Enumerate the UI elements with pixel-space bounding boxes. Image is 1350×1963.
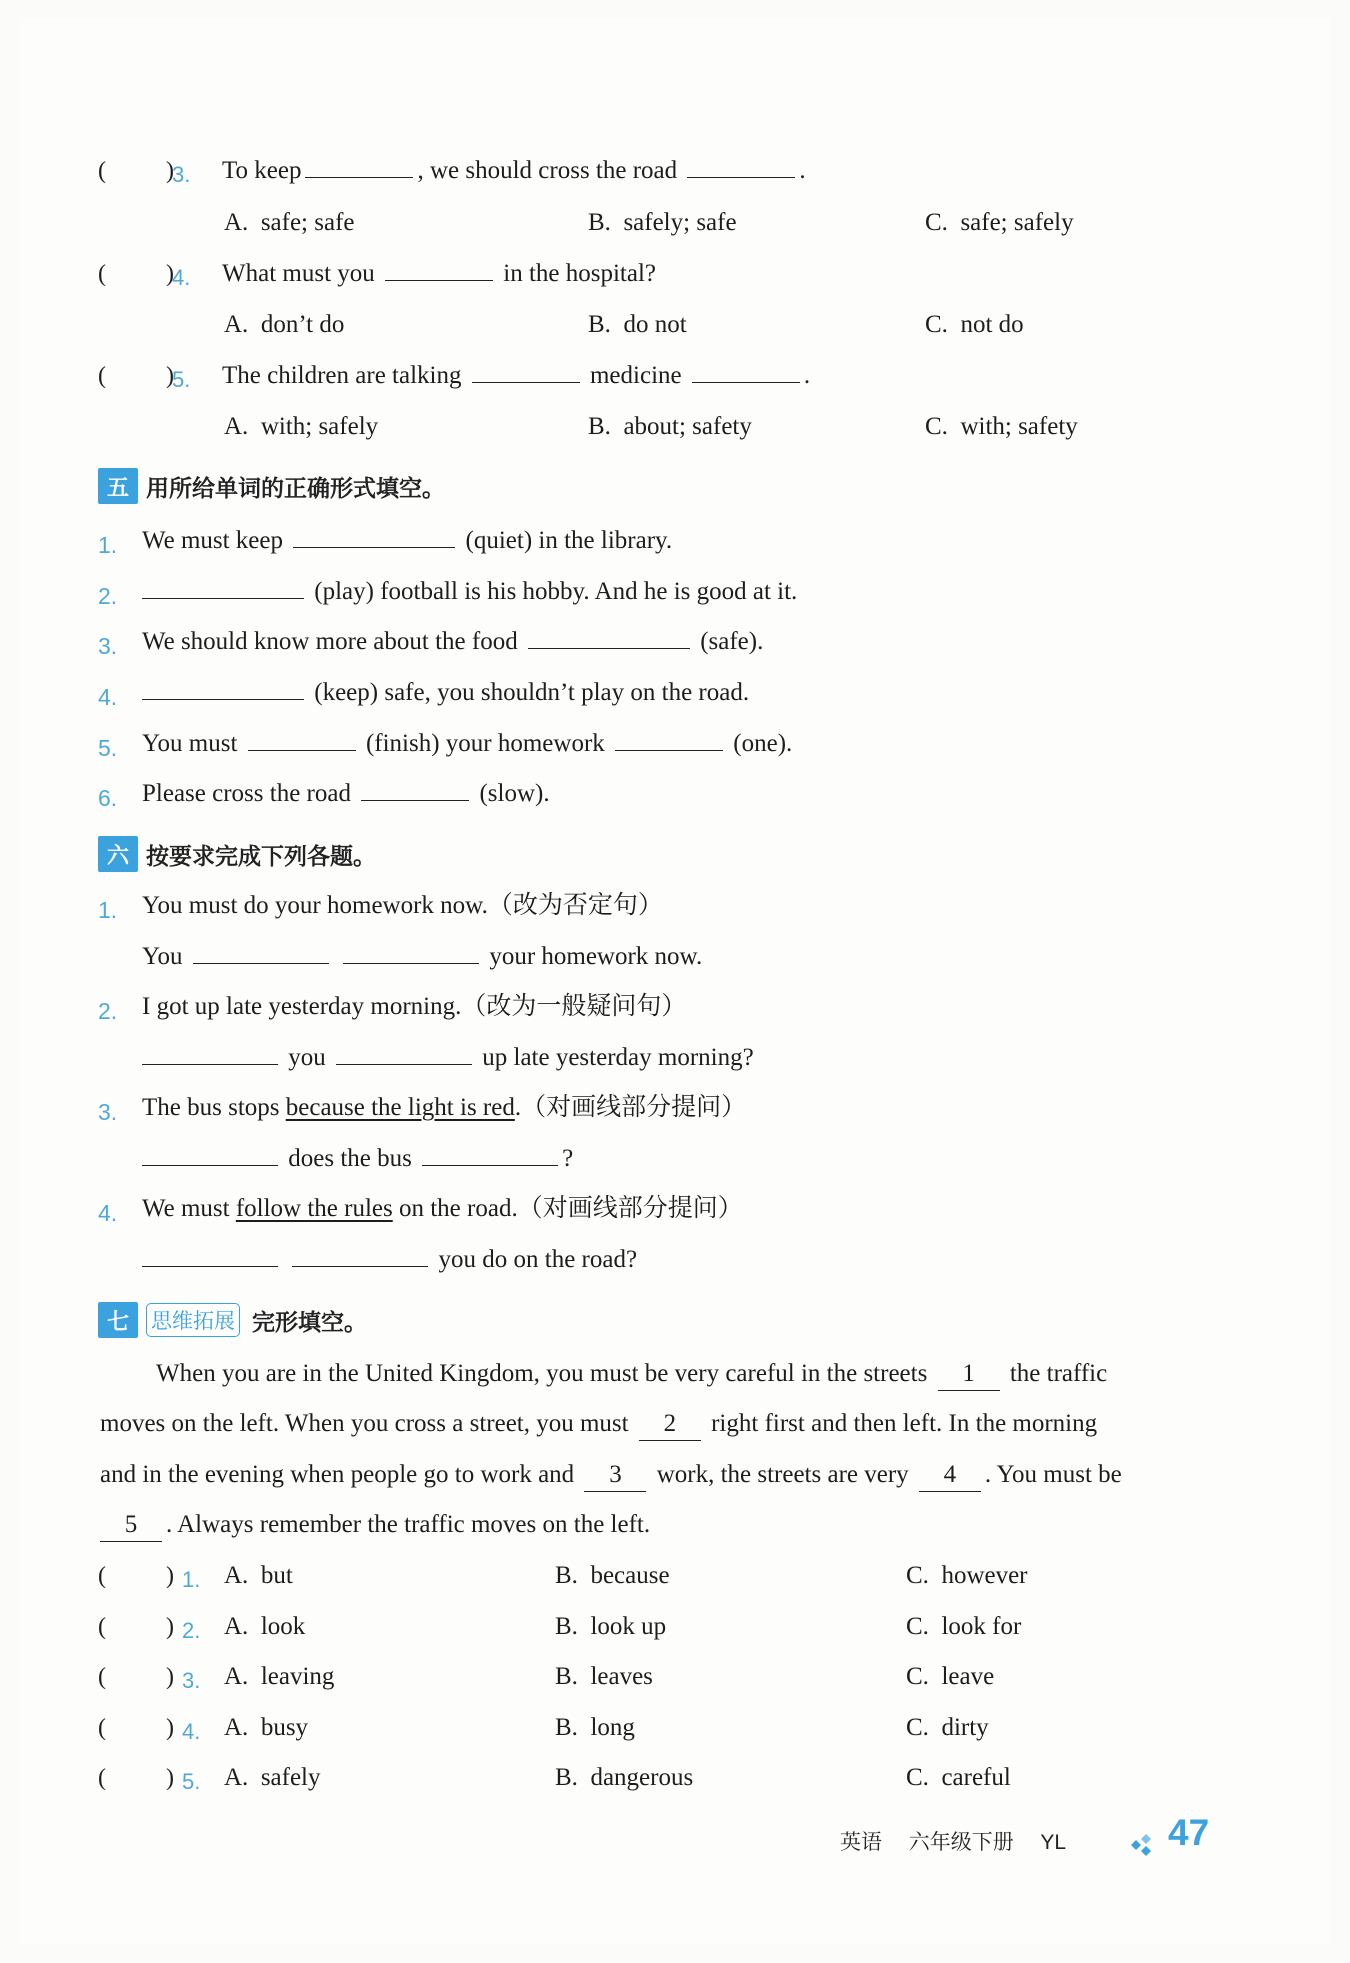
footer-grade: 六年级下册: [908, 1830, 1014, 1854]
question-number: 5.: [172, 367, 191, 392]
option-a: A. don’t do: [224, 311, 345, 338]
section-title: 按要求完成下列各题。: [146, 843, 376, 870]
cloze-blank[interactable]: 4: [919, 1459, 981, 1492]
answer-blank[interactable]: [361, 778, 469, 801]
section-badge: 六: [98, 836, 138, 872]
stem-text: .: [799, 157, 806, 184]
answer-blank[interactable]: [305, 155, 413, 178]
answer-blank[interactable]: [248, 728, 356, 751]
page-number: 47: [1168, 1812, 1210, 1853]
answer-blank[interactable]: [687, 155, 795, 178]
answer-blank[interactable]: [193, 941, 329, 964]
cloze-blank[interactable]: 3: [584, 1459, 646, 1492]
answer-blank[interactable]: [472, 360, 580, 383]
section-badge: 五: [98, 468, 138, 504]
answer-paren-open[interactable]: (: [98, 1765, 106, 1791]
section-7-header: [98, 1302, 367, 1338]
option-c: C. not do: [925, 311, 1024, 338]
answer-blank[interactable]: [142, 1042, 278, 1065]
cloze-blank[interactable]: 1: [938, 1358, 1000, 1391]
answer-blank[interactable]: [422, 1143, 558, 1166]
section-5-header: [98, 468, 445, 504]
question-number: 3.: [172, 162, 191, 187]
answer-blank[interactable]: [692, 360, 800, 383]
section-tag: 思维拓展: [146, 1303, 240, 1337]
option-b: B. about; safety: [588, 413, 752, 440]
answer-blank[interactable]: [142, 1143, 278, 1166]
option-c: C. with; safety: [925, 413, 1078, 440]
answer-blank[interactable]: [385, 258, 493, 281]
question-number: 4.: [172, 265, 191, 290]
answer-blank[interactable]: [343, 941, 479, 964]
answer-paren-open[interactable]: (: [98, 1563, 106, 1589]
option-c: C. safe; safely: [925, 209, 1074, 236]
answer-paren-open[interactable]: (: [98, 1614, 106, 1640]
footer-subject: 英语: [840, 1830, 882, 1854]
option-a: A. safe; safe: [224, 209, 355, 236]
answer-paren-open[interactable]: (: [98, 158, 106, 184]
answer-blank[interactable]: [292, 1244, 428, 1267]
option-b: B. safely; safe: [588, 209, 737, 236]
cloze-blank[interactable]: 2: [639, 1408, 701, 1441]
stem-text: , we should cross the road: [417, 157, 678, 184]
option-b: B. do not: [588, 311, 687, 338]
cloze-blank[interactable]: 5: [100, 1509, 162, 1542]
answer-paren-open[interactable]: (: [98, 261, 106, 287]
answer-blank[interactable]: [336, 1042, 472, 1065]
answer-paren-open[interactable]: (: [98, 363, 106, 389]
section-title: 完形填空。: [252, 1309, 367, 1336]
answer-blank[interactable]: [615, 728, 723, 751]
answer-blank[interactable]: [142, 1244, 278, 1267]
diamond-icon: [1128, 1832, 1158, 1858]
footer-edition: YL: [1040, 1831, 1067, 1854]
answer-blank[interactable]: [142, 677, 304, 700]
option-a: A. with; safely: [224, 413, 379, 440]
answer-blank[interactable]: [293, 525, 455, 548]
stem-text: To keep: [222, 157, 302, 184]
answer-paren-open[interactable]: (: [98, 1715, 106, 1741]
section-badge: 七: [98, 1302, 138, 1338]
worksheet-page: [20, 18, 1330, 1943]
answer-paren-open[interactable]: (: [98, 1664, 106, 1690]
section-6-header: [98, 836, 376, 872]
answer-paren-close: ): [166, 158, 174, 184]
question-stem: [222, 155, 806, 187]
answer-blank[interactable]: [528, 626, 690, 649]
page-footer: [840, 1826, 1066, 1856]
section-title: 用所给单词的正确形式填空。: [146, 475, 445, 502]
answer-blank[interactable]: [142, 576, 304, 599]
